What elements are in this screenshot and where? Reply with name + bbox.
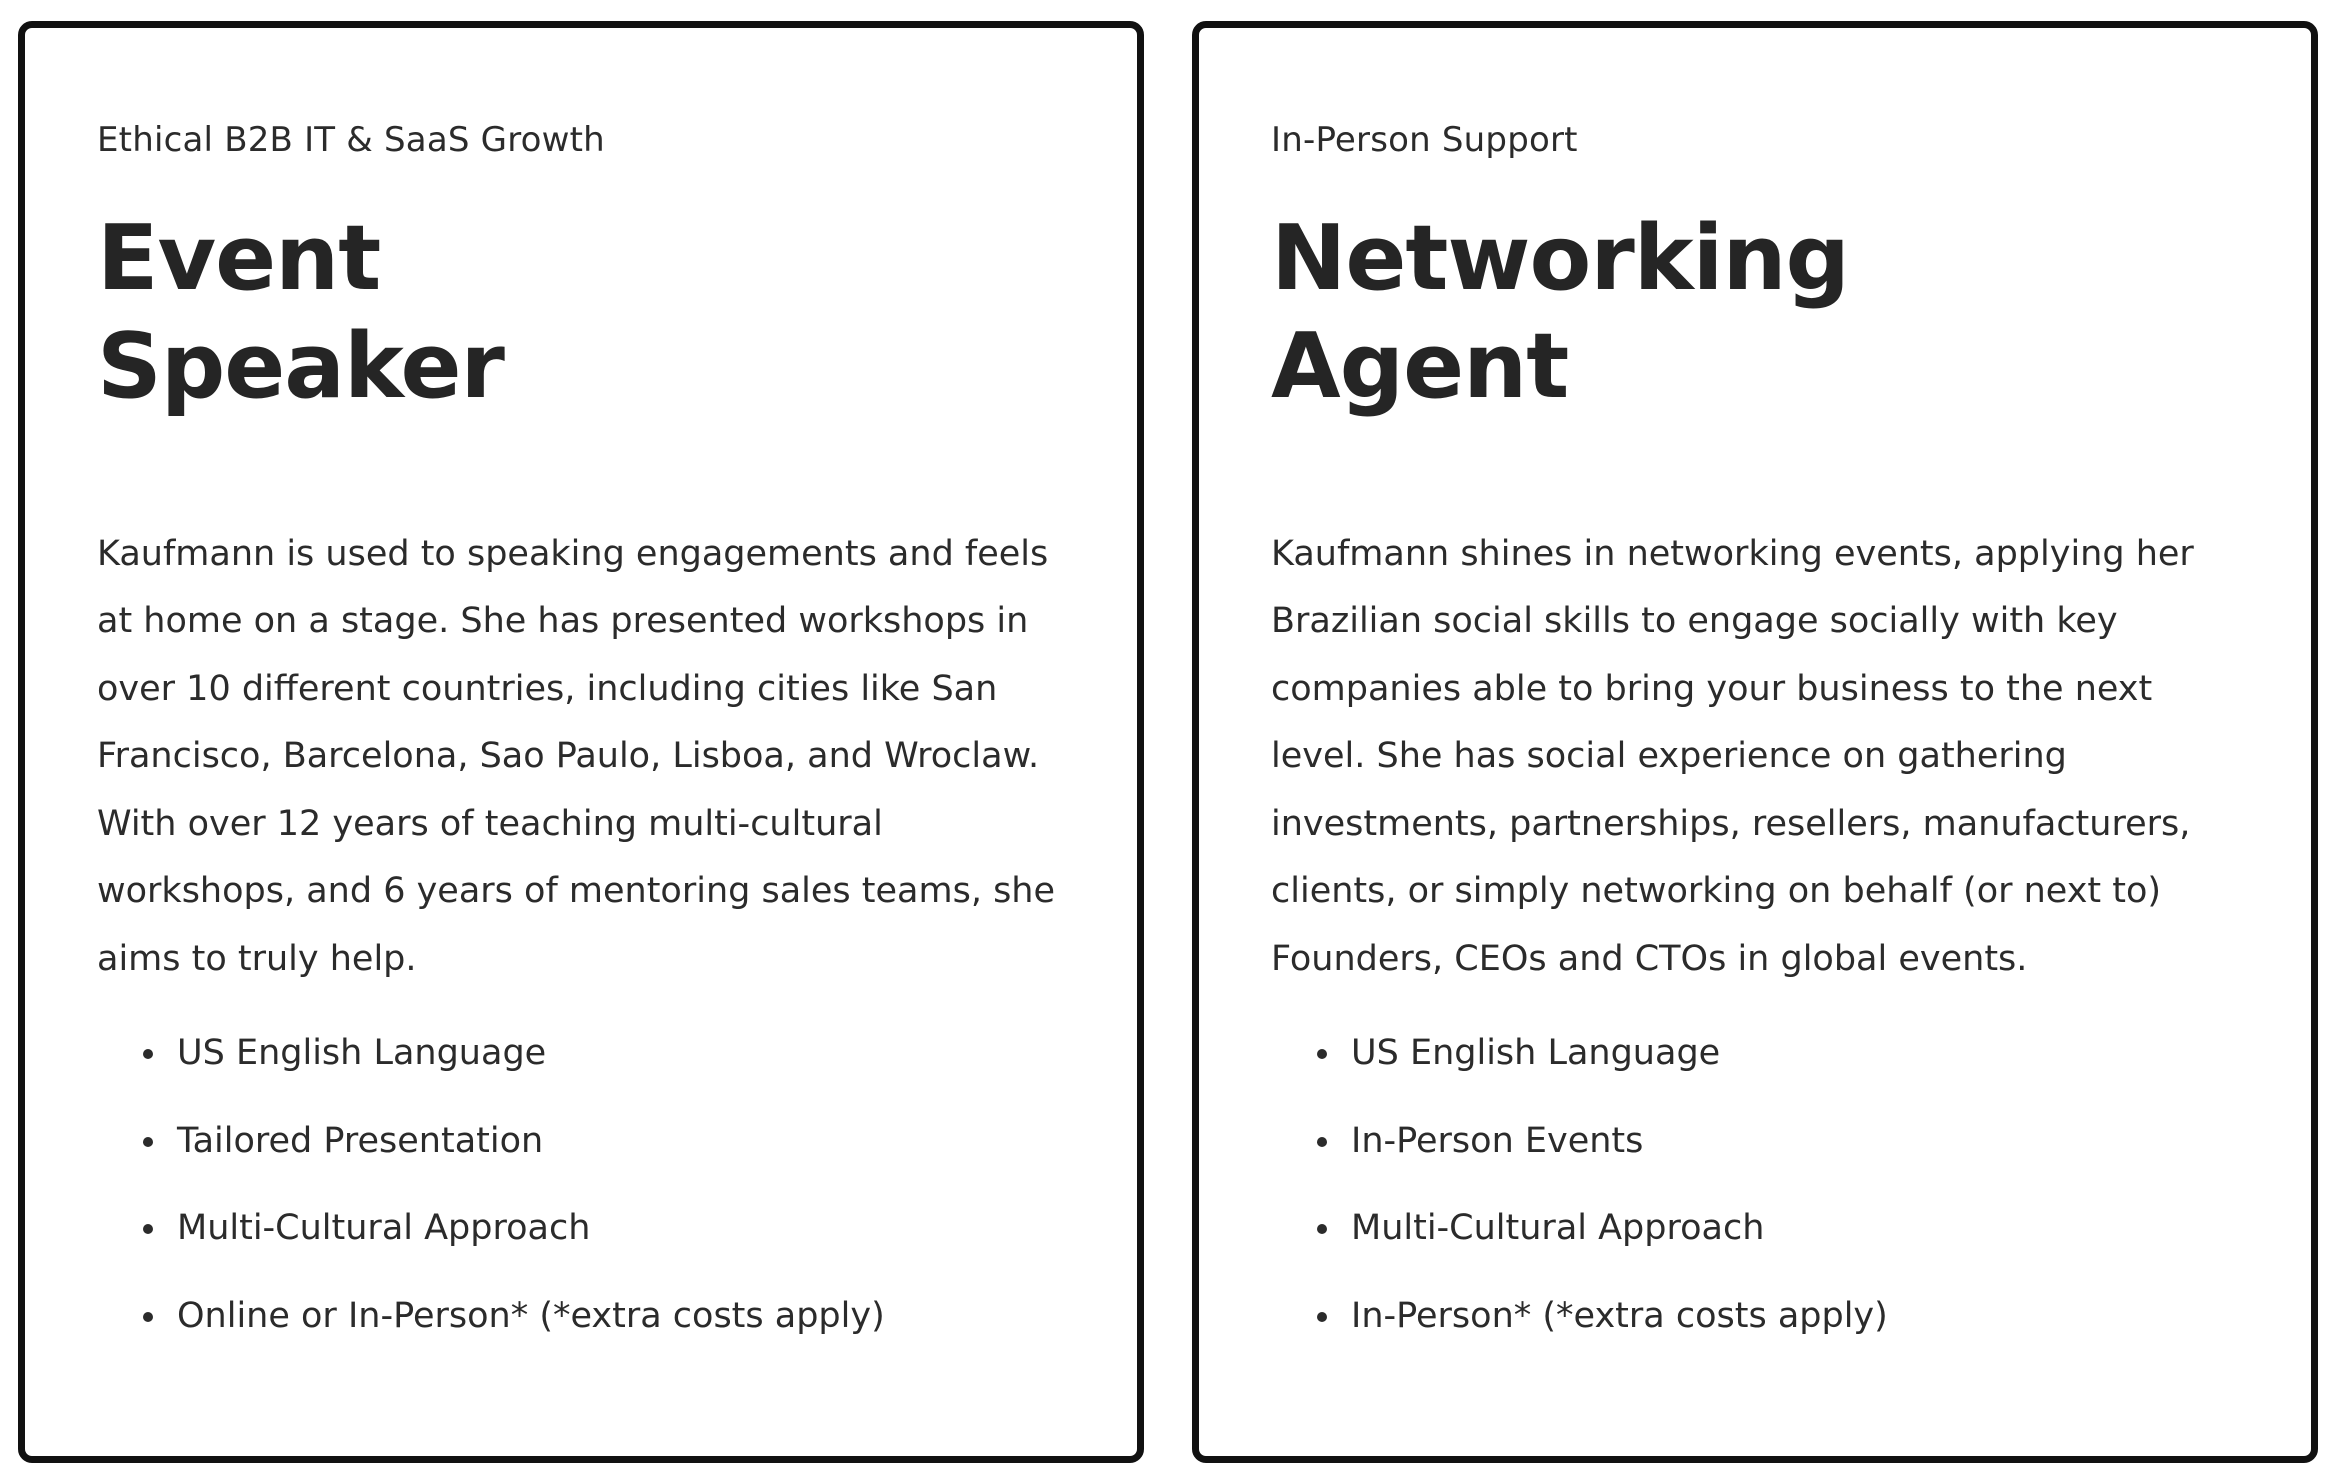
feature-item: Tailored Presentation [143, 1119, 1137, 1163]
card-description: Kaufmann is used to speaking engagements and feels at home on a stage. She has presented workshops in over 10 different countries, including cities like San Francisco, Barcelona, Sao Paulo, Lisboa, and Wroclaw. With over 12 years of teaching multi-cultural workshops, and 6 years of mentoring sales teams, she aims to truly help. [97, 533, 1056, 979]
feature-list [97, 1031, 1137, 1338]
card-title-line-1: Networking [1271, 205, 1849, 311]
feature-item: Multi-Cultural Approach [1317, 1206, 2311, 1250]
card-title [1271, 205, 2311, 421]
card-eyebrow: Ethical B2B IT & SaaS Growth [97, 120, 605, 160]
feature-item: US English Language [1317, 1031, 2311, 1075]
card-title-line-1: Event [97, 205, 381, 311]
card-title-line-2: Agent [1271, 313, 1569, 419]
card-eyebrow: In-Person Support [1271, 120, 1578, 160]
card-title-line-2: Speaker [97, 313, 504, 419]
service-card-event-speaker [18, 21, 1144, 1463]
feature-item: In-Person* (*extra costs apply) [1317, 1294, 2311, 1338]
feature-item: US English Language [143, 1031, 1137, 1075]
feature-list [1271, 1031, 2311, 1338]
feature-item: In-Person Events [1317, 1119, 2311, 1163]
card-description: Kaufmann shines in networking events, applying her Brazilian social skills to engage socially with key companies able to bring your business to the next level. She has social experience on gathering investments, partnerships, resellers, manufacturers, clients, or simply networking on behalf (or next to) Founders, CEOs and CTOs in global events. [1271, 533, 2194, 979]
feature-item: Online or In-Person* (*extra costs apply) [143, 1294, 1137, 1338]
feature-item: Multi-Cultural Approach [143, 1206, 1137, 1250]
card-title [97, 205, 1137, 421]
service-card-networking-agent [1192, 21, 2318, 1463]
